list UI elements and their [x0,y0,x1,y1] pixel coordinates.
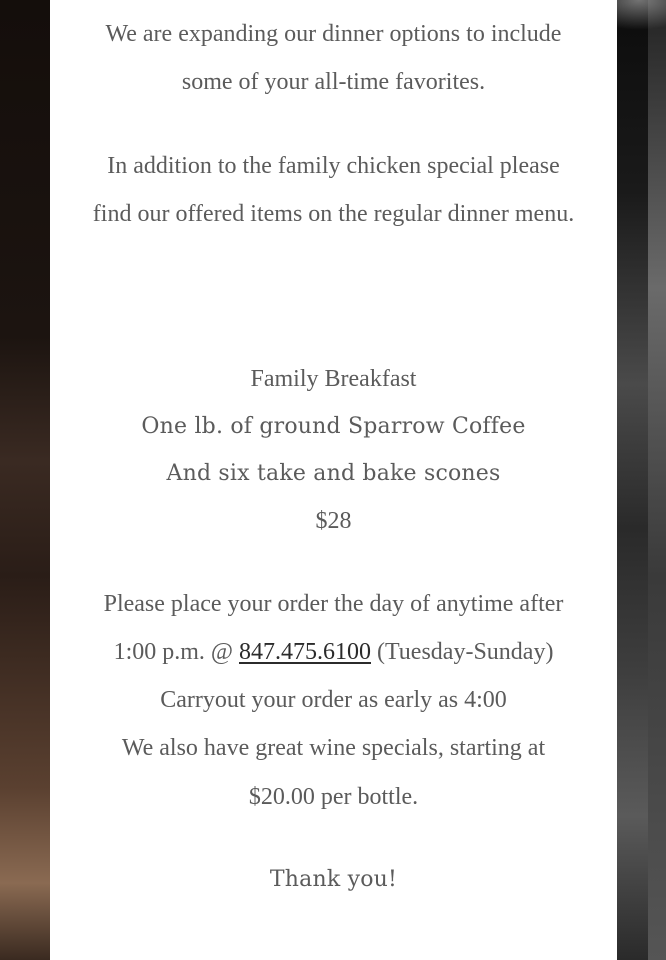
background-right-edge [648,0,666,960]
content-panel [50,0,617,960]
phone-link[interactable]: 847.475.6100 [239,639,371,665]
addition-line-2: find our offered items on the regular dinner menu. [92,201,575,227]
background-left [0,0,50,960]
intro-line-1: We are expanding our dinner options to include [105,21,562,47]
wine-specials-line: We also have great wine specials, starting at [121,735,546,761]
thank-you-text: Thank you! [269,867,398,892]
addition-line-1: In addition to the family chicken special please [107,153,560,179]
order-time-text: 1:00 p.m. @ [113,639,239,665]
order-line-2 [50,637,617,667]
family-breakfast-price: $28 [315,508,352,534]
wine-price-line: $20.00 per bottle. [248,784,419,810]
order-days-text: (Tuesday-Sunday) [371,639,554,665]
family-breakfast-title: Family Breakfast [250,366,417,392]
order-line-1: Please place your order the day of anytime after [103,591,564,617]
family-breakfast-item-scones: And six take and bake scones [166,461,501,486]
family-breakfast-item-coffee: One lb. of ground Sparrow Coffee [141,414,526,439]
carryout-line: Carryout your order as early as 4:00 [160,687,507,713]
intro-line-2: some of your all-time favorites. [181,69,486,95]
